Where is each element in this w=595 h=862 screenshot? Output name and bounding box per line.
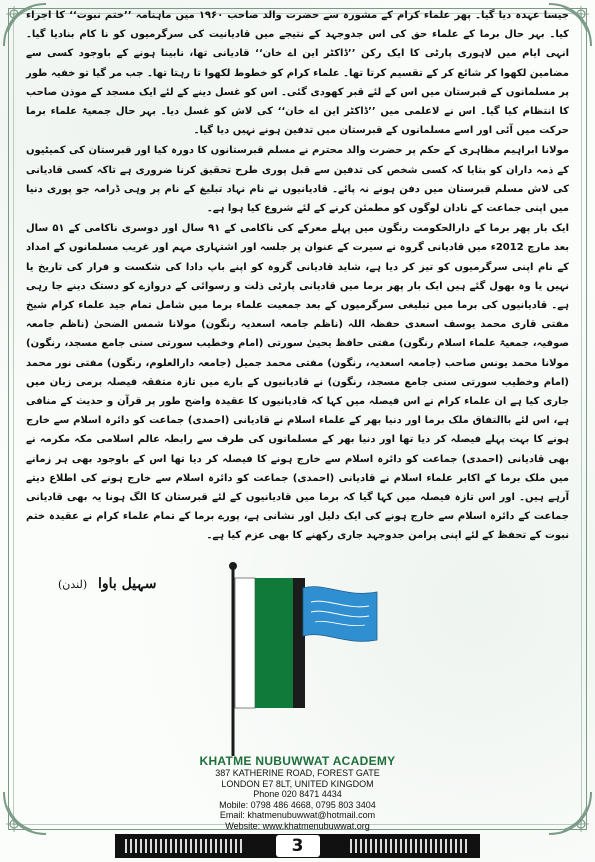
footer-bar bbox=[115, 834, 480, 858]
article-body bbox=[26, 6, 569, 546]
email-text: Email: khatmenubuwwat@hotmail.com bbox=[219, 810, 376, 820]
mobile-text: Mobile: 0798 486 4668, 0795 803 3404 bbox=[219, 799, 376, 810]
footer-stripe-right bbox=[350, 839, 470, 853]
author-location: (لندن) bbox=[58, 578, 88, 591]
author-signature bbox=[58, 576, 156, 592]
address-line: LONDON E7 8LT, UNITED KINGDOM bbox=[221, 778, 374, 789]
flag-logo-icon bbox=[215, 558, 390, 758]
phone-text: Phone 020 8471 4434 bbox=[253, 789, 342, 799]
article-paragraph: ایک بار پھر برما کے دارالحکومت رنگون میں پہلے معرکے کی ناکامی کے ۹۱ سال اور دوسری ناکامی کے ۵۱ سال بعد مارچ 2012ء میں قادیانی گروہ نے سیرت کے عنوان پر جلسہ اور اشتہاری مہم اور غریب مسلمانوں کے امداد کے نام اپنی سرگرمیوں کو تیز کر دیا ہے، شاید قادیانی گروہ کو اپنے باپ دادا کی شکست و فرار کی تاریخ یا نہیں یا وہ بھول گئے ہیں ایک بار پھر برما میں قادیانی پارٹی ذلت و رسوائی کے دروازے کو دستک دینے جا رہی ہے۔ قادیانیوں کی برما میں تبلیغی سرگرمیوں کے بعد جمعیت علماء برما میں شامل تمام جید علماء کرام شیخ مفتی قاری محمد یوسف اسعدی حفظہ اللہ (ناظم جامعہ اسعدیہ رنگون) مولانا شمس الضحیٰ (ناظم جامعہ صوفیہ، جمعیۃ علماء اسلام رنگون) مفتی حافظ یحییٰ سورتی (امام وخطیب سورتی سنی جامع مسجد، رنگون) مولانا محمد یونس صاحب (جامعہ اسعدیہ، رنگون) مفتی محمد جمیل (جامعہ دارالعلوم، رنگون) مفتی نور محمد (امام وخطیب سورتی سنی جامع مسجد، رنگون) نے قادیانیوں کے بارے میں تازہ متفقہ فیصلہ برمی زبان میں جاری کیا ہے ان علماء کرام نے اس فیصلہ میں کہا کہ قادیانیوں کا عقیدہ واضح طور پر قرآن و حدیث کے منافی ہے، اس لئے باالتفاق ملک برما اور دنیا بھر کے علماء اسلام نے قادیانی (احمدی) جماعت کو دائرہ اسلام سے خارج ہونے کا بہت پہلے فیصلہ کر دیا تھا اور دنیا بھر کے مسلمانوں کی طرف سے رابطہ عالم اسلامی مکہ مکرمہ نے بھی قادیانی (احمدی) جماعت کو دائرہ اسلام سے خارج ہونے کا فیصلہ کر دیا تھا اس کے باوجود بھی ہر زمانے میں ملک برما کے اکابر علماء اسلام نے قادیانی (احمدی) جماعت کو دائرہ اسلام سے خارج ہونے کی اطلاع دیتے آرہے ہیں۔ اور اس تازہ فیصلہ میں کہا گیا کہ برما میں قادیانیوں کے لئے قبرستان کا الگ ہونا یہ بھی قادیانی جماعت کے دائرہ اسلام سے خارج ہونے کی ایک دلیل اور نشانی ہے، پورے برما کے تمام علماء کرام نے عقیدہ ختم نبوت کے تحفظ کے لئے اپنی پرامن جدوجہد جاری رکھنے کا بھی عزم کیا ہے۔ bbox=[26, 223, 569, 542]
website-text: Website: www.khatmenubuwwat.org bbox=[225, 820, 370, 831]
address-line: 387 KATHERINE ROAD, FOREST GATE bbox=[215, 768, 380, 778]
page-number: 3 bbox=[276, 835, 320, 857]
footer-stripe-left bbox=[125, 839, 245, 853]
author-name: سہیل باوا bbox=[97, 576, 157, 592]
organization-name: KHATME NUBUWWAT ACADEMY bbox=[199, 754, 396, 768]
contact-block bbox=[0, 754, 595, 831]
article-paragraph: جیسا عہدہ دیا گیا۔ پھر علماء کرام کے مشورہ سے حضرت والد صاحب ۱۹۶۰ میں ماہنامہ ’’ختم نبوت‘‘ کا اجراء کیا۔ بہر حال برما کے علماء حق کی اس جدوجہد کے نتیجے میں قادیانیت کی سرگرمیوں کو نا کام بنادیا گیا۔ انہی ایام میں لاہوری پارٹی کا ایک رکن ’’ڈاکٹر این اے خان‘‘ قادیانی تھا، نابینا ہونے کے باوجود کسی سے مضامین لکھوا کر شائع کر کے تقسیم کرتا تھا۔ علماء کرام کو خطوط لکھوا تا رہتا تھا۔ جب مر گیا تو خفیہ طور پر مسلمانوں کے قبرستان میں اس کے لئے قبر کھودی گئی۔ اس کو غسل دینے کے لئے ایک مسجد کے موذن صاحب کا انتظام کیا گیا۔ اس نے لاعلمی میں ’’ڈاکٹر این اے خان‘‘ کی لاش کو غسل دیا۔ بہر حال جمعیۃ علماء برما حرکت میں آئی اور اسے مسلمانوں کے قبرستان میں تدفین ہونے نہیں دیا گیا۔ bbox=[26, 10, 569, 137]
article-paragraph: مولانا ابراہیم مظاہری کے حکم پر حضرت والد محترم نے مسلم قبرستانوں کا دورہ کیا اور قبرستان کی کمیٹیوں کے ذمہ داران کو بتایا کہ کسی شخص کی تدفین سے قبل پوری طرح تحقیق کرنا ضروری ہے تاکہ کسی قادیانی کی لاش مسلم قبرستان میں دفن ہونے نہ پائے۔ قادیانیوں نے نام نہاد تبلیغ کے نام پر وہی ڈرامہ جو پوری دنیا میں اپنی جماعت کے نادان لوگوں کو مطمئن کرنے کے لئے شروع کیا ہوا ہے۔ bbox=[26, 145, 569, 215]
